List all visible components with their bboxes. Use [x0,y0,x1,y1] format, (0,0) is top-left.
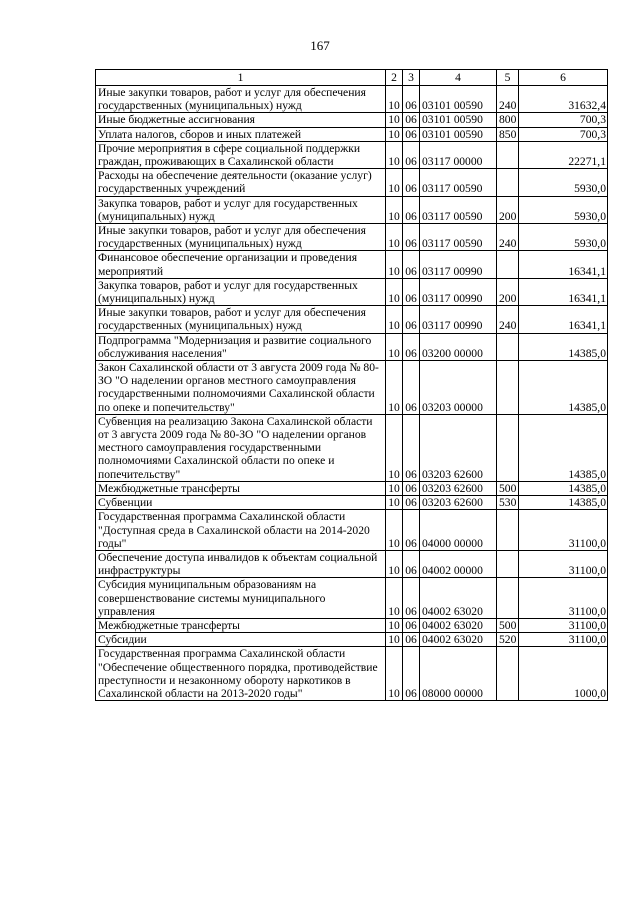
section-cell: 10 [386,647,403,701]
table-row [96,414,608,481]
target-article-cell: 03117 00990 [420,251,497,278]
column-header: 4 [420,70,497,86]
row-name-cell: Иные закупки товаров, работ и услуг для обеспечения государственных (муниципальных) нужд [96,86,386,113]
section-cell: 10 [386,127,403,141]
subsection-cell: 06 [403,127,420,141]
budget-table [95,69,608,701]
target-article-cell: 03117 00000 [420,141,497,168]
row-name-cell: Иные закупки товаров, работ и услуг для обеспечения государственных (муниципальных) нужд [96,306,386,333]
subsection-cell: 06 [403,510,420,551]
target-article-cell: 03117 00590 [420,196,497,223]
target-article-cell: 03203 00000 [420,361,497,415]
amount-cell: 16341,1 [519,251,608,278]
subsection-cell: 06 [403,278,420,305]
amount-cell: 14385,0 [519,333,608,360]
subsection-cell: 06 [403,141,420,168]
subsection-cell: 06 [403,647,420,701]
row-name-cell: Иные закупки товаров, работ и услуг для обеспечения государственных (муниципальных) нужд [96,224,386,251]
expense-type-cell: 240 [497,86,519,113]
row-name-cell: Субсидия муниципальным образованиям на совершенствование системы муниципального управления [96,578,386,619]
row-name-cell: Расходы на обеспечение деятельности (оказание услуг) государственных учреждений [96,169,386,196]
row-name-cell: Иные бюджетные ассигнования [96,113,386,127]
table-row [96,496,608,510]
table-row [96,169,608,196]
section-cell: 10 [386,113,403,127]
row-name-cell: Обеспечение доступа инвалидов к объектам социальной инфраструктуры [96,550,386,577]
subsection-cell: 06 [403,251,420,278]
expense-type-cell: 500 [497,481,519,495]
subsection-cell: 06 [403,333,420,360]
table-row [96,481,608,495]
table-row [96,550,608,577]
target-article-cell: 03117 00990 [420,306,497,333]
column-header: 5 [497,70,519,86]
section-cell: 10 [386,196,403,223]
expense-type-cell: 800 [497,113,519,127]
table-row [96,86,608,113]
subsection-cell: 06 [403,169,420,196]
section-cell: 10 [386,414,403,481]
expense-type-cell: 240 [497,224,519,251]
row-name-cell: Государственная программа Сахалинской области "Доступная среда в Сахалинской области на 2014-2020 годы" [96,510,386,551]
row-name-cell: Прочие мероприятия в сфере социальной поддержки граждан, проживающих в Сахалинской области [96,141,386,168]
amount-cell: 31100,0 [519,510,608,551]
expense-type-cell: 500 [497,618,519,632]
section-cell: 10 [386,169,403,196]
target-article-cell: 03101 00590 [420,113,497,127]
section-cell: 10 [386,550,403,577]
table-row [96,141,608,168]
expense-type-cell [497,333,519,360]
subsection-cell: 06 [403,414,420,481]
column-header: 1 [96,70,386,86]
section-cell: 10 [386,510,403,551]
target-article-cell: 08000 00000 [420,647,497,701]
amount-cell: 5930,0 [519,196,608,223]
target-article-cell: 03203 62600 [420,481,497,495]
expense-type-cell: 200 [497,278,519,305]
expense-type-cell [497,414,519,481]
expense-type-cell: 850 [497,127,519,141]
section-cell: 10 [386,481,403,495]
expense-type-cell: 530 [497,496,519,510]
target-article-cell: 03101 00590 [420,86,497,113]
subsection-cell: 06 [403,224,420,251]
subsection-cell: 06 [403,618,420,632]
table-row [96,306,608,333]
expense-type-cell [497,361,519,415]
amount-cell: 14385,0 [519,496,608,510]
row-name-cell: Субвенция на реализацию Закона Сахалинской области от 3 августа 2009 года № 80-ЗО "О наделении органов местного самоуправления государственными полномочиями Сахалинской области по опеке и попечительству" [96,414,386,481]
subsection-cell: 06 [403,196,420,223]
table-row [96,127,608,141]
amount-cell: 14385,0 [519,361,608,415]
section-cell: 10 [386,333,403,360]
amount-cell: 14385,0 [519,414,608,481]
target-article-cell: 04002 63020 [420,633,497,647]
subsection-cell: 06 [403,496,420,510]
section-cell: 10 [386,224,403,251]
table-header-row [96,70,608,86]
table-row [96,196,608,223]
amount-cell: 31100,0 [519,550,608,577]
target-article-cell: 03101 00590 [420,127,497,141]
table-row [96,510,608,551]
subsection-cell: 06 [403,113,420,127]
target-article-cell: 04000 00000 [420,510,497,551]
expense-type-cell [497,647,519,701]
row-name-cell: Закупка товаров, работ и услуг для государственных (муниципальных) нужд [96,196,386,223]
row-name-cell: Уплата налогов, сборов и иных платежей [96,127,386,141]
subsection-cell: 06 [403,306,420,333]
amount-cell: 1000,0 [519,647,608,701]
table-row [96,618,608,632]
amount-cell: 31100,0 [519,618,608,632]
amount-cell: 31632,4 [519,86,608,113]
subsection-cell: 06 [403,481,420,495]
amount-cell: 700,3 [519,127,608,141]
expense-type-cell [497,578,519,619]
target-article-cell: 03200 00000 [420,333,497,360]
row-name-cell: Субвенции [96,496,386,510]
section-cell: 10 [386,306,403,333]
subsection-cell: 06 [403,361,420,415]
section-cell: 10 [386,251,403,278]
amount-cell: 5930,0 [519,169,608,196]
row-name-cell: Субсидии [96,633,386,647]
amount-cell: 700,3 [519,113,608,127]
table-row [96,361,608,415]
table-row [96,633,608,647]
row-name-cell: Государственная программа Сахалинской области "Обеспечение общественного порядка, противодействие преступности и незаконному обороту наркотиков в Сахалинской области на 2013-2020 годы" [96,647,386,701]
table-row [96,333,608,360]
row-name-cell: Подпрограмма "Модернизация и развитие социального обслуживания населения" [96,333,386,360]
expense-type-cell [497,550,519,577]
expense-type-cell [497,510,519,551]
column-header: 2 [386,70,403,86]
target-article-cell: 03117 00590 [420,224,497,251]
subsection-cell: 06 [403,633,420,647]
expense-type-cell: 240 [497,306,519,333]
target-article-cell: 04002 00000 [420,550,497,577]
target-article-cell: 03117 00990 [420,278,497,305]
table-row [96,113,608,127]
row-name-cell: Закон Сахалинской области от 3 августа 2009 года № 80-ЗО "О наделении органов местного самоуправления государственными полномочиями Сахалинской области по опеке и попечительству" [96,361,386,415]
table-row [96,578,608,619]
expense-type-cell: 520 [497,633,519,647]
target-article-cell: 04002 63020 [420,618,497,632]
section-cell: 10 [386,578,403,619]
section-cell: 10 [386,618,403,632]
amount-cell: 16341,1 [519,278,608,305]
row-name-cell: Межбюджетные трансферты [96,618,386,632]
section-cell: 10 [386,278,403,305]
target-article-cell: 03117 00590 [420,169,497,196]
amount-cell: 22271,1 [519,141,608,168]
target-article-cell: 03203 62600 [420,496,497,510]
subsection-cell: 06 [403,578,420,619]
column-header: 6 [519,70,608,86]
table-row [96,224,608,251]
expense-type-cell: 200 [497,196,519,223]
table-row [96,278,608,305]
section-cell: 10 [386,361,403,415]
expense-type-cell [497,251,519,278]
amount-cell: 31100,0 [519,633,608,647]
target-article-cell: 03203 62600 [420,414,497,481]
section-cell: 10 [386,86,403,113]
table-row [96,251,608,278]
amount-cell: 5930,0 [519,224,608,251]
row-name-cell: Закупка товаров, работ и услуг для государственных (муниципальных) нужд [96,278,386,305]
expense-type-cell [497,141,519,168]
amount-cell: 14385,0 [519,481,608,495]
page-number: 167 [310,38,330,53]
row-name-cell: Межбюджетные трансферты [96,481,386,495]
section-cell: 10 [386,141,403,168]
amount-cell: 31100,0 [519,578,608,619]
expense-type-cell [497,169,519,196]
column-header: 3 [403,70,420,86]
subsection-cell: 06 [403,550,420,577]
section-cell: 10 [386,633,403,647]
row-name-cell: Финансовое обеспечение организации и проведения мероприятий [96,251,386,278]
amount-cell: 16341,1 [519,306,608,333]
section-cell: 10 [386,496,403,510]
table-row [96,647,608,701]
target-article-cell: 04002 63020 [420,578,497,619]
subsection-cell: 06 [403,86,420,113]
